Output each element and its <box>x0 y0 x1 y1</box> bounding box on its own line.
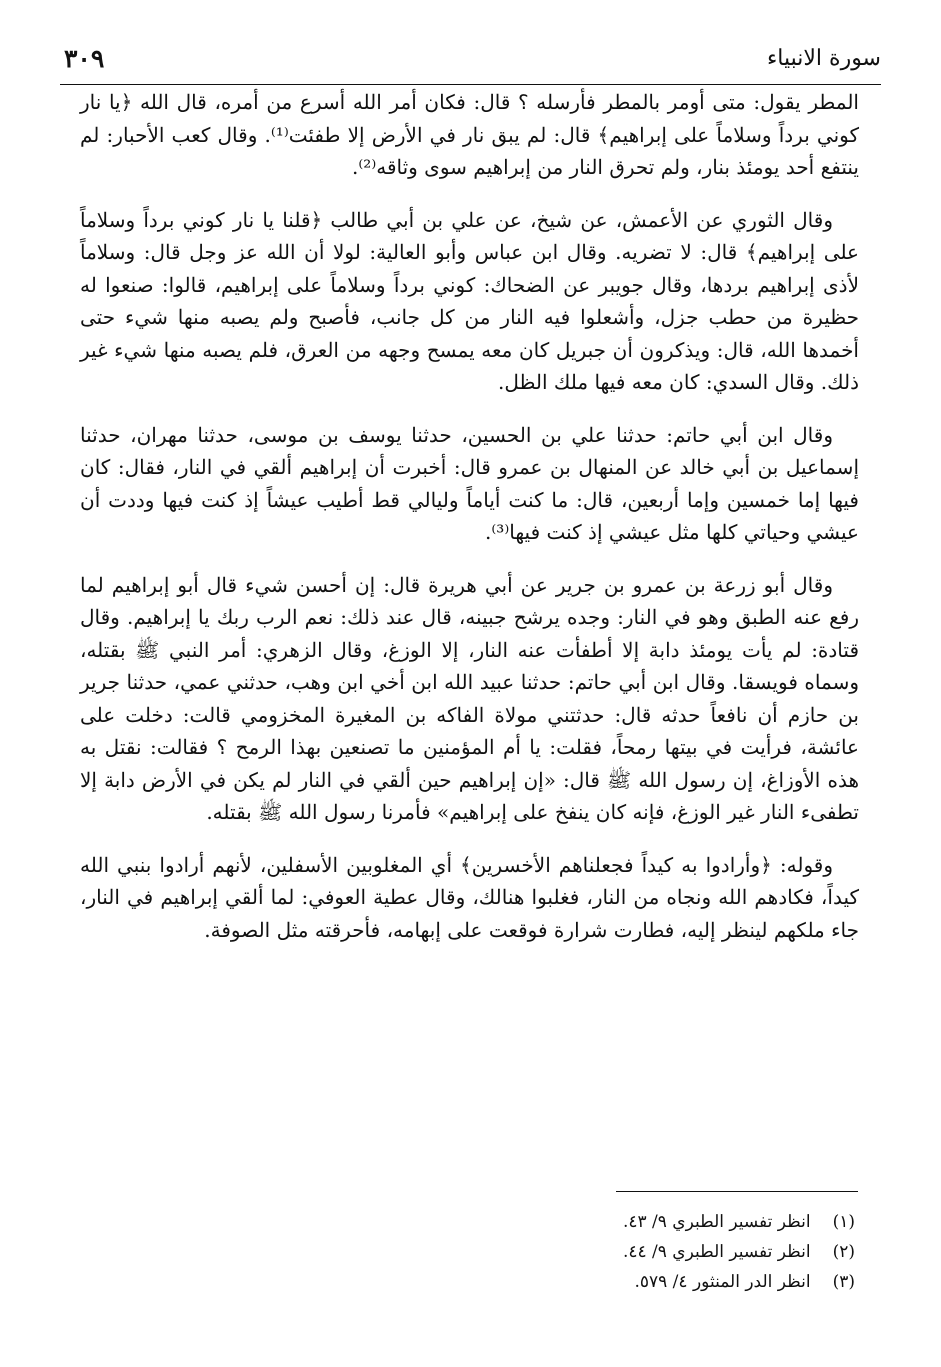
paragraph-4: وقال أبو زرعة بن عمرو بن جرير عن أبي هريرة قال: إن أحسن شيء قال أبو إبراهيم لما رفع عنه الطبق وهو في النار: وجده يرشح جبينه، قال عند ذلك: نعم الرب ربك يا إبراهيم. وقال قتادة: لم يأت يومئذ دابة إلا أطفأت عنه النار، إلا الوزغ، وقال الزهري: أمر النبي ﷺ بقتله، وسماه فويسقا. وقال ابن أبي حاتم: حدثنا عبيد الله ابن أخي ابن وهب، حدثني عمي، حدثنا جرير بن حازم أن نافعاً حدثه قال: حدثتني مولاة الفاكه بن المغيرة المخزومي قالت: دخلت على عائشة، فرأيت في بيتها رمحاً، فقلت: يا أم المؤمنين ما تصنعين بهذا الرمح ؟ فقالت: نقتل به هذه الأوزاغ، إن رسول الله ﷺ قال: «إن إبراهيم حين ألقي في النار لم يكن في الأرض دابة إلا تطفىء النار غير الوزغ، فإنه كان ينفخ على إبراهيم» فأمرنا رسول الله ﷺ بقتله. <box>80 572 859 824</box>
footnote-1 <box>80 1207 855 1237</box>
footnotes <box>80 1207 855 1297</box>
footnote-number: (٢) <box>832 1242 855 1262</box>
paragraph-2: وقال الثوري عن الأعمش، عن شيخ، عن علي بن أبي طالب ﴿قلنا يا نار كوني برداً وسلاماً على إبراهيم﴾ قال: لا تضريه. وقال ابن عباس وأبو العالية: لولا أن الله عز وجل قال: وسلاماً لأذى إبراهيم بردها، وقال جويبر عن الضحاك: كوني برداً وسلاماً على إبراهيم، قالوا: صنعوا له حظيرة من حطب جزل، وأشعلوا فيه النار من كل جانب، فأصبح ولم يصبه منها شيء حتى أخمدها الله، قال: ويذكرون أن جبريل كان معه يمسح وجهه من العرق، فلم يصبه منها شيء غير ذلك. وقال السدي: كان معه فيها ملك الظل. <box>80 207 859 394</box>
paragraph-3: وقال ابن أبي حاتم: حدثنا علي بن الحسين، حدثنا يوسف بن موسى، حدثنا مهران، حدثنا إسماعيل بن أبي خالد عن المنهال بن عمرو قال: أخبرت أن إبراهيم ألقي في النار، فقال: كان فيها إما خمسين وإما أربعين، قال: ما كنت أياماً وليالي قط أطيب عيشاً إذ كنت فيها وددت أن عيشي وحياتي كلها مثل عيشي إذ كنت فيها⁽³⁾. <box>80 422 859 544</box>
footnote-2 <box>80 1237 855 1267</box>
header-divider <box>60 84 881 85</box>
footnote-number: (١) <box>832 1212 855 1232</box>
footnote-3 <box>80 1267 855 1297</box>
running-title: سورة الانبياء <box>766 46 881 71</box>
page-header <box>60 44 881 82</box>
footnote-number: (٣) <box>832 1272 855 1292</box>
paragraph-5: وقوله: ﴿وأرادوا به كيداً فجعلناهم الأخسرين﴾ أي المغلوبين الأسفلين، لأنهم أرادوا بنبي الله كيداً، فكادهم الله ونجاه من النار، فغلبوا هنالك، وقال عطية العوفي: لما ألقي إبراهيم في النار، جاء ملكهم لينظر إليه، فطارت شرارة فوقعت على إبهامه، فأحرقته مثل الصوفة. <box>80 852 859 942</box>
footnote-divider <box>616 1191 858 1192</box>
footnote-text: انظر تفسير الطبري ٩/ ٤٣. <box>622 1212 811 1232</box>
paragraph-1: المطر يقول: متى أومر بالمطر فأرسله ؟ قال: فكان أمر الله أسرع من أمره، قال الله ﴿يا نار كوني برداً وسلاماً على إبراهيم﴾ قال: لم يبق نار في الأرض إلا طفئت⁽¹⁾. وقال كعب الأحبار: لم ينتفع أحد يومئذ بنار، ولم تحرق النار من إبراهيم سوى وثاقه⁽²⁾. <box>80 90 859 179</box>
page-number: ٣٠٩ <box>64 44 105 73</box>
footnote-text: انظر تفسير الطبري ٩/ ٤٤. <box>622 1242 811 1262</box>
main-text <box>80 86 859 946</box>
footnote-text: انظر الدر المنثور ٤/ ٥٧٩. <box>634 1272 811 1292</box>
